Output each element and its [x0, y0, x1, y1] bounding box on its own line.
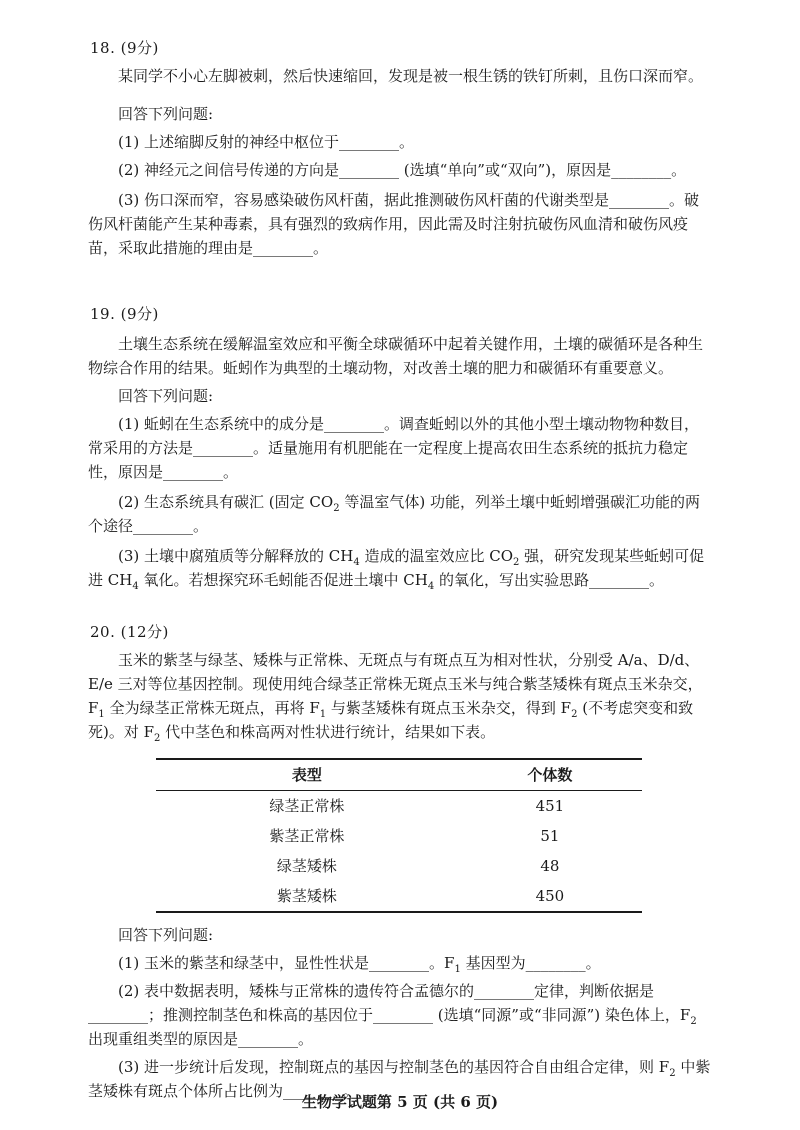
question-19-item-1: (1) 蚯蚓在生态系统中的成分是________。调查蚯蚓以外的其他小型土壤动物物种数目，常采用的方法是________。适量施用有机肥能在一定程度上提高农田生态系统的抵抗力稳定性，原因是________。	[88, 415, 700, 481]
question-20-item-1: (1) 玉米的紫茎和绿茎中，显性性状是________。$F_1$ 基因型为________。	[118, 954, 601, 975]
table-cell-phenotype: 绿茎正常株	[269, 797, 345, 815]
table-cell-phenotype: 绿茎矮株	[276, 857, 337, 875]
table-row	[156, 851, 642, 881]
question-19-item-3: (3) 土壤中腐殖质等分解释放的 $CH_4$ 造成的温室效应比 $CO_2$ 强，研究发现某些蚯蚓可促进 $CH_4$ 氧化。若想探究环毛蚓能否促进土壤中 $CH_4$ 的氧化，写出实验思路________。	[88, 547, 705, 592]
table-cell-count: 450	[535, 887, 565, 905]
table-cell-count: 51	[540, 827, 560, 845]
phenotype-table	[156, 758, 642, 913]
table-cell-phenotype: 紫茎正常株	[269, 827, 345, 845]
question-20-intro: 玉米的紫茎与绿茎、矮株与正常株、无斑点与有斑点互为相对性状，分别受 A/a、D/d、E/e 三对等位基因控制。现使用纯合绿茎正常株无斑点玉米与纯合紫茎矮株有斑点玉米杂交，$F_1$ 全为绿茎正常株无斑点，再将 $F_1$ 与紫茎矮株有斑点玉米杂交，得到 $F_2$ (不考虑突变和致死)。对 $F_2$ 代中茎色和株高两对性状进行统计，结果如下表。	[88, 651, 703, 744]
question-20-item-2: (2) 表中数据表明，矮株与正常株的遗传符合孟德尔的________定律，判断依据是________；推测控制茎色和株高的基因位于________ (选填“同源”或“非同源”) 染色体上，$F_2$ 出现重组类型的原因是________。	[88, 982, 697, 1048]
table-header-row	[156, 759, 642, 791]
question-20-prompt: 回答下列问题:	[118, 926, 214, 944]
question-19-prompt: 回答下列问题:	[118, 387, 214, 405]
question-18-header: 18. (9分)	[90, 39, 159, 57]
question-18-prompt: 回答下列问题:	[118, 105, 214, 123]
question-18-item-2: (2) 神经元之间信号传递的方向是________ (选填“单向”或“双向”)，原因是________。	[118, 161, 687, 179]
question-18-intro: 某同学不小心左脚被刺，然后快速缩回，发现是被一根生锈的铁钉所刺，且伤口深而窄。	[118, 67, 704, 85]
table-row	[156, 881, 642, 912]
question-18	[88, 36, 712, 260]
table-cell-count: 48	[540, 857, 560, 875]
table-row	[156, 791, 642, 822]
page-footer: 生物学试题第 5 页 (共 6 页)	[301, 1093, 499, 1111]
table-cell-phenotype: 紫茎矮株	[276, 887, 337, 905]
question-19	[88, 302, 712, 592]
question-18-item-1: (1) 上述缩脚反射的神经中枢位于________。	[118, 133, 415, 151]
table-row	[156, 821, 642, 851]
table-header-count: 个体数	[458, 759, 642, 791]
question-19-intro: 土壤生态系统在缓解温室效应和平衡全球碳循环中起着关键作用，土壤的碳循环是各种生物综合作用的结果。蚯蚓作为典型的土壤动物，对改善土壤的肥力和碳循环有重要意义。	[88, 335, 704, 377]
question-20	[88, 620, 712, 1103]
question-18-item-3: (3) 伤口深而窄，容易感染破伤风杆菌，据此推测破伤风杆菌的代谢类型是________。破伤风杆菌能产生某种毒素，具有强烈的致病作用，因此需及时注射抗破伤风血清和破伤风疫苗，采取此措施的理由是________。	[88, 191, 700, 257]
question-19-item-2: (2) 生态系统具有碳汇 (固定 $CO_2$ 等温室气体) 功能，列举土壤中蚯蚓增强碳汇功能的两个途径________。	[88, 493, 700, 535]
question-20-item-3: (3) 进一步统计后发现，控制斑点的基因与控制茎色的基因符合自由组合定律，则 $F_2$ 中紫茎矮株有斑点个体所占比例为________。	[88, 1058, 711, 1100]
table-header-phenotype: 表型	[156, 759, 458, 791]
question-20-header: 20. (12分)	[90, 623, 169, 641]
table-cell-count: 451	[535, 797, 565, 815]
question-19-header: 19. (9分)	[90, 305, 159, 323]
